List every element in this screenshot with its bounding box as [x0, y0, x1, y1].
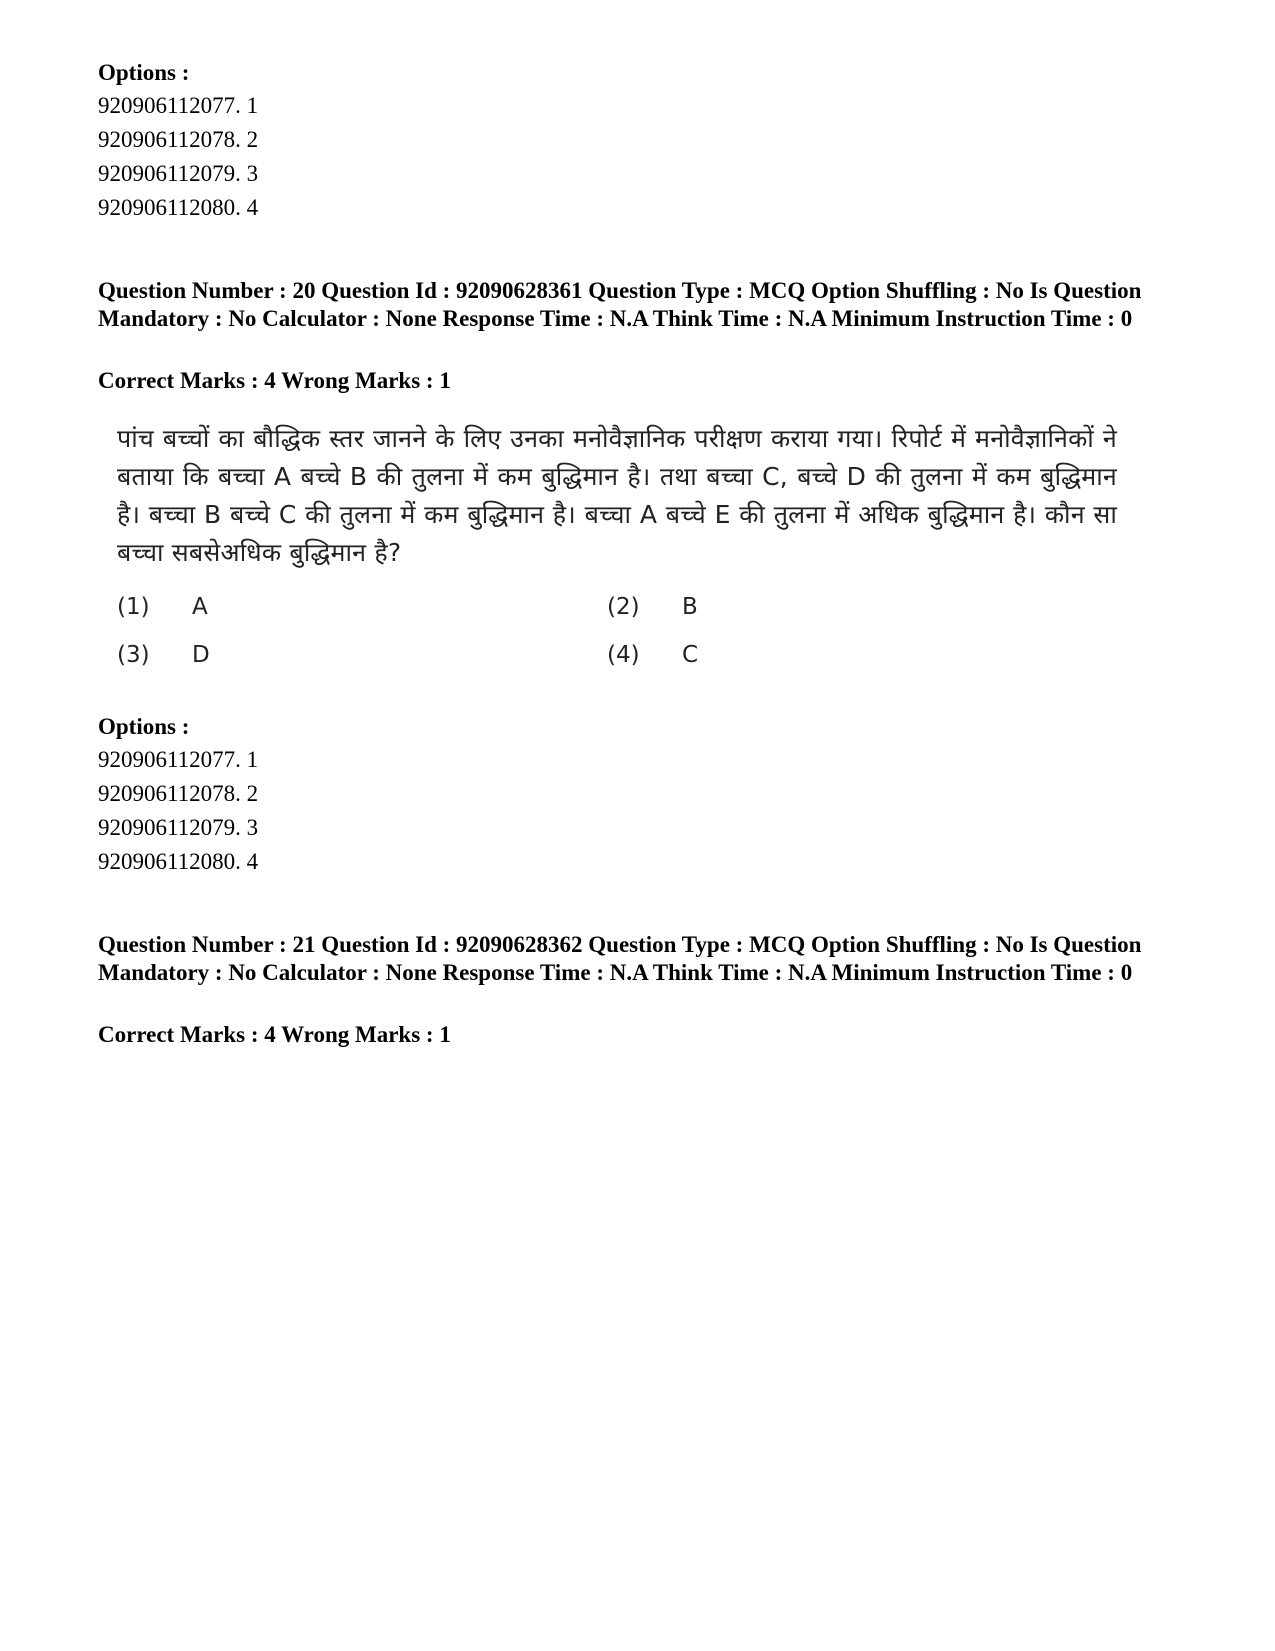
option-line: 920906112078. 2: [98, 781, 259, 806]
options-heading: Options :: [98, 60, 190, 85]
choice-label: B: [682, 594, 698, 620]
question-21-marks: Correct Marks : 4 Wrong Marks : 1: [98, 1022, 451, 1047]
options-list: [98, 743, 258, 879]
choice-3: [117, 638, 607, 672]
choice-number: (3): [117, 642, 150, 668]
options-list: [98, 89, 258, 225]
choice-4: [607, 638, 907, 672]
question-20-choices: [117, 590, 1117, 672]
choice-2: [607, 590, 907, 624]
option-line: 920906112079. 3: [98, 161, 259, 186]
question-21-meta: Question Number : 21 Question Id : 92090628362 Question Type : MCQ Option Shuffling : No Is Question Mandatory : No Calculator : None Response Time : N.A Think Time : N.A Minimum Instruction Time : 0: [98, 932, 1142, 985]
options-heading: Options :: [98, 714, 190, 739]
option-line: 920906112077. 1: [98, 747, 259, 772]
option-line: 920906112079. 3: [98, 815, 259, 840]
top-options-block: [98, 58, 258, 225]
choice-label: D: [192, 642, 210, 668]
choice-number: (2): [607, 594, 640, 620]
choice-label: C: [682, 642, 699, 668]
option-line: 920906112080. 4: [98, 195, 259, 220]
option-line: 920906112080. 4: [98, 849, 259, 874]
choice-1: [117, 590, 607, 624]
question-20-text: पांच बच्चों का बौद्धिक स्तर जानने के लिए उनका मनोवैज्ञानिक परीक्षण कराया गया। रिपोर्ट में मनोवैज्ञानिकों ने बताया कि बच्चा A बच्चे B की तुलना में कम बुद्धिमान है। तथा बच्चा C, बच्चे D की तुलना में कम बुद्धिमान है। बच्चा B बच्चे C की तुलना में कम बुद्धिमान है। बच्चा A बच्चे E की तुलना में अधिक बुद्धिमान है। कौन सा बच्चा सबसेअधिक बुद्धिमान है?: [117, 424, 1117, 567]
question-20-marks: Correct Marks : 4 Wrong Marks : 1: [98, 368, 451, 393]
choice-number: (1): [117, 594, 150, 620]
question-20-body: [117, 420, 1117, 672]
option-line: 920906112078. 2: [98, 127, 259, 152]
option-line: 920906112077. 1: [98, 93, 259, 118]
question-20-options-block: [98, 712, 258, 879]
question-20-meta: Question Number : 20 Question Id : 92090628361 Question Type : MCQ Option Shuffling : No Is Question Mandatory : No Calculator : None Response Time : N.A Think Time : N.A Minimum Instruction Time : 0: [98, 278, 1142, 331]
choice-label: A: [192, 594, 208, 620]
choice-number: (4): [607, 642, 640, 668]
